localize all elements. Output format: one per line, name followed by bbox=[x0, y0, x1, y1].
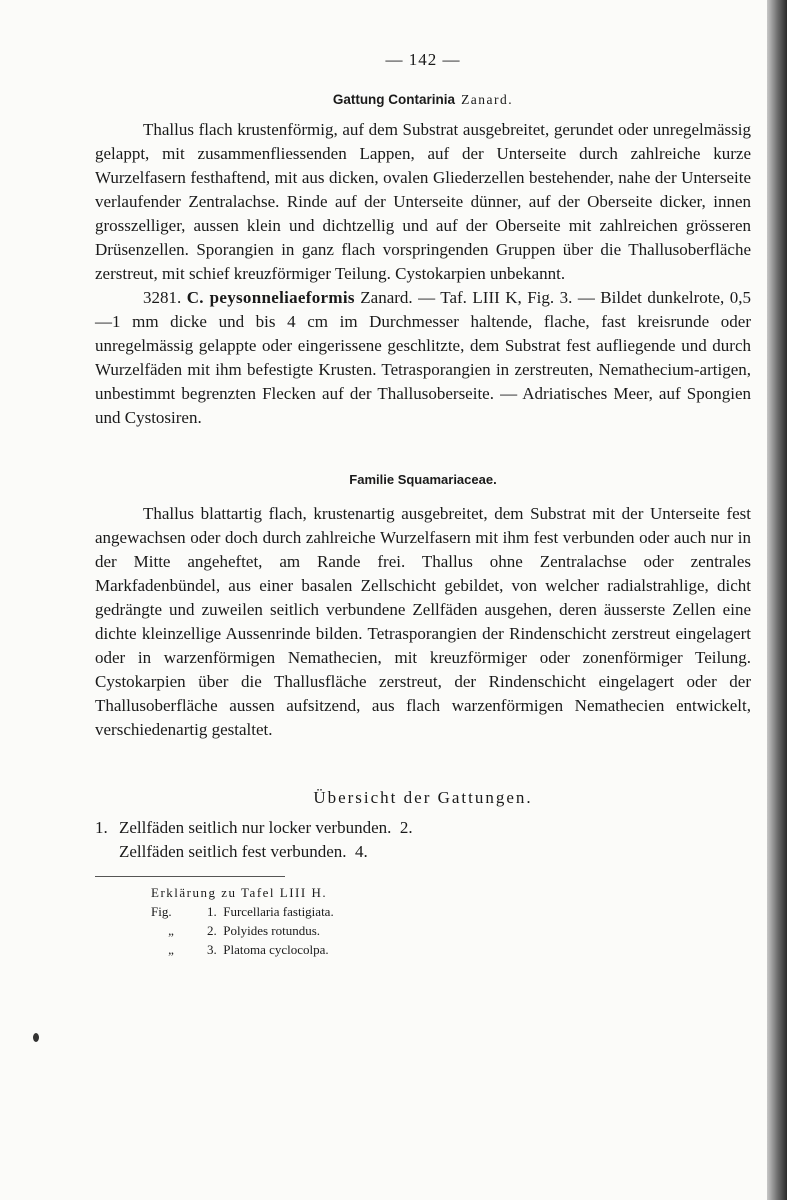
genus-description: Thallus flach krustenförmig, auf dem Substrat ausgebreitet, gerundet oder unregelmässig gelappt, mit zusammenfliessenden Lappen, auf der Unterseite durch zahlreiche kurze Wurzelfasern festhaftend, mit aus dicken, ovalen Gliederzellen bestehender, nahe der Unterseite verlaufender Zentralachse. Rinde auf der Unterseite dünner, auf der Oberseite dicker, innen grosszelliger, aussen klein und dichtzellig und auf der Oberseite mit zahlreichen grösseren Drüsenzellen. Sporangien in ganz flach vorspringenden Gruppen über die Thallusoberfläche zerstreut, mit schief kreuzförmiger Teilung. Cystokarpien unbekannt. bbox=[95, 120, 751, 283]
key-reference: 2. bbox=[399, 818, 413, 837]
legend-text: Furcellaria fastigiata. bbox=[223, 904, 334, 919]
legend-item bbox=[151, 902, 751, 921]
page-edge-shadow bbox=[767, 0, 787, 1200]
family-description: Thallus blattartig flach, krustenartig ausgebreitet, dem Substrat mit der Unterseite fest angewachsen oder doch durch zahlreiche Wurzelfasern mit ihm fest verbunden oder auch nur in der Mitte angeheftet, am Rande frei. Thallus ohne Zentralachse oder zentrales Markfadenbündel, aus einer basalen Zellschicht gebildet, von welcher radialstrahlige, dicht gedrängte und zuweilen seitlich verbundene Zellfäden ausgehen, deren äusserste Zellen eine dichte kleinzellige Aussenrinde bilden. Tetrasporangien der Rindenschicht zerstreut eingelagert oder in warzenförmigen Nemathecien, mit kreuzförmiger oder zonenförmiger Teilung. Cystokarpien über die Thallusfläche zerstreut, der Rindenschicht eingelagert oder der Thallusoberfläche aussen aufsitzend, aus flach warzenförmigen Nemathecien entwickelt, verschiedenartig gestaltet. bbox=[95, 504, 751, 739]
key-reference: 4. bbox=[355, 842, 368, 861]
ink-speck bbox=[33, 1033, 39, 1042]
legend-title: Erklärung zu Tafel LIII H. bbox=[151, 885, 328, 900]
key-line bbox=[95, 840, 751, 864]
page-number: — 142 — bbox=[385, 50, 461, 69]
genus-name: Gattung Contarinia bbox=[332, 92, 456, 107]
overview-heading: Übersicht der Gattungen. bbox=[313, 788, 533, 807]
legend-number: 2. bbox=[207, 923, 217, 938]
species-entry bbox=[95, 286, 751, 430]
species-name: C. peysonneliaeformis bbox=[186, 288, 355, 307]
genus-heading bbox=[95, 88, 751, 112]
legend-item bbox=[151, 921, 751, 940]
genus-key bbox=[95, 816, 751, 864]
legend-label: „ bbox=[168, 942, 174, 957]
species-description: Zanard. — Taf. LIII K, Fig. 3. — Bildet dunkelrote, 0,5—1 mm dicke und bis 4 cm im Durchmesser haltende, flache, fast kreisrunde oder unregelmässig gelappte oder eingerissene geschlitzte, dem Substrat fest aufliegende und durch Wurzelfäden mit ihm befestigte Krusten. Tetrasporangien in zerstreuten, Nemathecium-artigen, unbestimmt begrenzten Flecken auf der Thallusoberseite. — Adriatisches Meer, auf Spongien und Cystosiren. bbox=[95, 288, 751, 427]
genus-author: Zanard. bbox=[461, 92, 514, 107]
footnote-rule bbox=[95, 876, 285, 877]
key-text: Zellfäden seitlich fest verbunden. bbox=[119, 842, 347, 861]
legend-text: Platoma cyclocolpa. bbox=[223, 942, 329, 957]
plate-legend bbox=[95, 883, 751, 959]
species-number: 3281. bbox=[143, 288, 182, 307]
page-content bbox=[95, 48, 751, 959]
key-number: 1. bbox=[95, 818, 108, 837]
family-heading: Familie Squamariaceae. bbox=[349, 472, 497, 487]
legend-text: Polyides rotundus. bbox=[223, 923, 321, 938]
legend-number: 1. bbox=[207, 904, 217, 919]
legend-label: „ bbox=[168, 923, 174, 938]
key-text: Zellfäden seitlich nur locker verbunden. bbox=[119, 818, 392, 837]
key-line bbox=[95, 816, 751, 840]
legend-label: Fig. bbox=[151, 904, 172, 919]
legend-item bbox=[151, 940, 751, 959]
legend-number: 3. bbox=[207, 942, 217, 957]
